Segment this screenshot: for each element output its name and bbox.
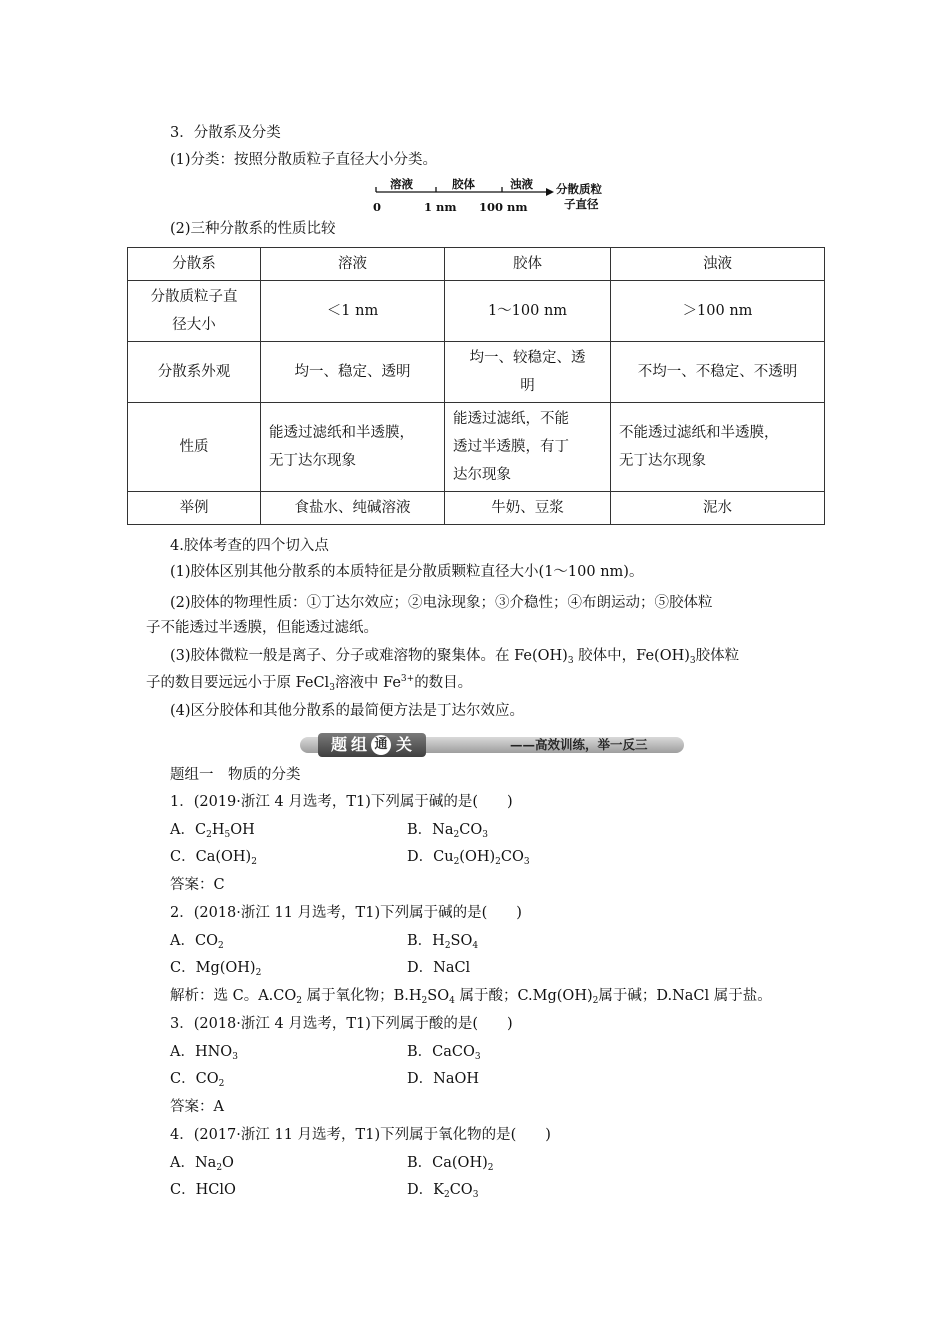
header-cell: 胶体 [445, 248, 611, 281]
q2-explanation: 解析：选 C。$A.CO_2$ 属于氧化物；$B.H_2SO_4$ 属于酸；$C.Mg(OH)_2$属于碱；D.NaCl 属于盐。 [170, 988, 772, 1006]
q2-option-b: B．$H_2SO_4$ [407, 933, 479, 951]
q2-option-c: C．$Mg(OH)_2$ [170, 960, 262, 978]
q1-option-b: B．$Na_2CO_3$ [407, 822, 488, 840]
table-cell: 能透过滤纸，不能 透过半透膜，有丁 达尔现象 [445, 403, 611, 492]
section3-comparison-heading: (2)三种分散系的性质比较 [170, 221, 336, 237]
scale-tick-0: 0 [373, 200, 382, 214]
header-cell: 分散系 [128, 248, 261, 281]
q3-answer: 答案：A [170, 1099, 224, 1115]
table-row [128, 342, 825, 403]
section4-title: 4.胶体考查的四个切入点 [170, 538, 329, 554]
q2-option-d: D．NaCl [407, 960, 471, 976]
q4-option-b: B．$Ca(OH)_2$ [407, 1155, 494, 1173]
table-cell: 能透过滤纸和半透膜， 无丁达尔现象 [261, 403, 445, 492]
q1-answer: 答案：C [170, 877, 225, 893]
q2-option-a: A．$CO_2$ [170, 933, 224, 951]
table-row [128, 403, 825, 492]
section4-point2-line2: 子不能透过半透膜，但能透过滤纸。 [146, 620, 378, 636]
practice-banner [300, 733, 684, 757]
table-header-row [128, 248, 825, 281]
section4-point3-line2: 子的数目要远远小于原 FeCl$_3$溶液中 $Fe^{3+}$的数目。 [146, 674, 473, 693]
table-row [128, 492, 825, 525]
section3-title: 3．分散系及分类 [170, 125, 281, 141]
dispersion-comparison-table [127, 247, 825, 525]
scale-solution-label: 溶液 [390, 177, 413, 191]
q3-option-a: A．$HNO_3$ [170, 1044, 238, 1062]
scale-tick-100nm: 100 nm [479, 200, 528, 214]
banner-char-zu: 组 [351, 735, 368, 754]
table-cell: 均一、稳定、透明 [261, 342, 445, 403]
scale-axis-label-line2: 子直径 [564, 197, 599, 211]
row-label: 分散系外观 [128, 342, 261, 403]
particle-size-scale [370, 176, 620, 216]
table-cell: ＞100 nm [611, 281, 825, 342]
scale-suspension-label: 浊液 [510, 177, 533, 191]
table-cell: 牛奶、豆浆 [445, 492, 611, 525]
section4-point3-line1: (3)胶体微粒一般是离子、分子或难溶物的聚集体。在 $Fe(OH)_3$ 胶体中，$Fe(OH)_3$胶体粒 [170, 648, 740, 666]
table-cell: 泥水 [611, 492, 825, 525]
table-row [128, 281, 825, 342]
q3-option-b: B．CaCO$_3$ [407, 1044, 481, 1062]
section4-point4: (4)区分胶体和其他分散系的最简便方法是丁达尔效应。 [170, 703, 525, 719]
q1-option-c: C．$Ca(OH)_2$ [170, 849, 257, 867]
table-cell: 均一、较稳定、透 明 [445, 342, 611, 403]
q3-option-d: D．NaOH [407, 1071, 479, 1087]
scale-axis-label-line1: 分散质粒 [556, 182, 602, 196]
table-cell: 不均一、不稳定、不透明 [611, 342, 825, 403]
section4-point1: (1)胶体区别其他分散系的本质特征是分散质颗粒直径大小(1～100 nm)。 [170, 564, 644, 580]
q4-option-c: C．HClO [170, 1182, 236, 1198]
section3-classification: (1)分类：按照分散质粒子直径大小分类。 [170, 152, 438, 168]
table-cell: ＜1 nm [261, 281, 445, 342]
row-label: 性质 [128, 403, 261, 492]
group-title: 题组一 物质的分类 [170, 767, 301, 783]
table-cell: 食盐水、纯碱溶液 [261, 492, 445, 525]
banner-char-guan: 关 [396, 735, 413, 754]
header-cell: 浊液 [611, 248, 825, 281]
q3-stem: 3．(2018·浙江 4 月选考，T1)下列属于酸的是( ) [170, 1016, 513, 1032]
q4-stem: 4．(2017·浙江 11 月选考，T1)下列属于氧化物的是( ) [170, 1127, 551, 1143]
banner-slogan: ——高效训练，举一反三 [510, 737, 648, 752]
q4-option-a: A．$Na_2O$ [170, 1155, 234, 1173]
row-label: 举例 [128, 492, 261, 525]
banner-char-ti: 题 [331, 735, 348, 754]
scale-tick-1nm: 1 nm [424, 200, 457, 214]
q1-stem: 1．(2019·浙江 4 月选考，T1)下列属于碱的是( ) [170, 794, 513, 810]
section4-point2-line1: (2)胶体的物理性质：①丁达尔效应；②电泳现象；③介稳性；④布朗运动；⑤胶体粒 [170, 595, 713, 611]
banner-char-tong: 通 [371, 735, 391, 755]
row-label: 分散质粒子直 径大小 [128, 281, 261, 342]
q1-option-a: A．$C_2H_5OH$ [170, 822, 255, 840]
q3-option-c: C．$CO_2$ [170, 1071, 225, 1089]
table-cell: 不能透过滤纸和半透膜， 无丁达尔现象 [611, 403, 825, 492]
scale-colloid-label: 胶体 [452, 177, 475, 191]
header-cell: 溶液 [261, 248, 445, 281]
q2-stem: 2．(2018·浙江 11 月选考，T1)下列属于碱的是( ) [170, 905, 522, 921]
q4-option-d: D．$K_2CO_3$ [407, 1182, 479, 1200]
table-cell: 1～100 nm [445, 281, 611, 342]
q1-option-d: D．$Cu_2(OH)_2CO_3$ [407, 849, 530, 867]
